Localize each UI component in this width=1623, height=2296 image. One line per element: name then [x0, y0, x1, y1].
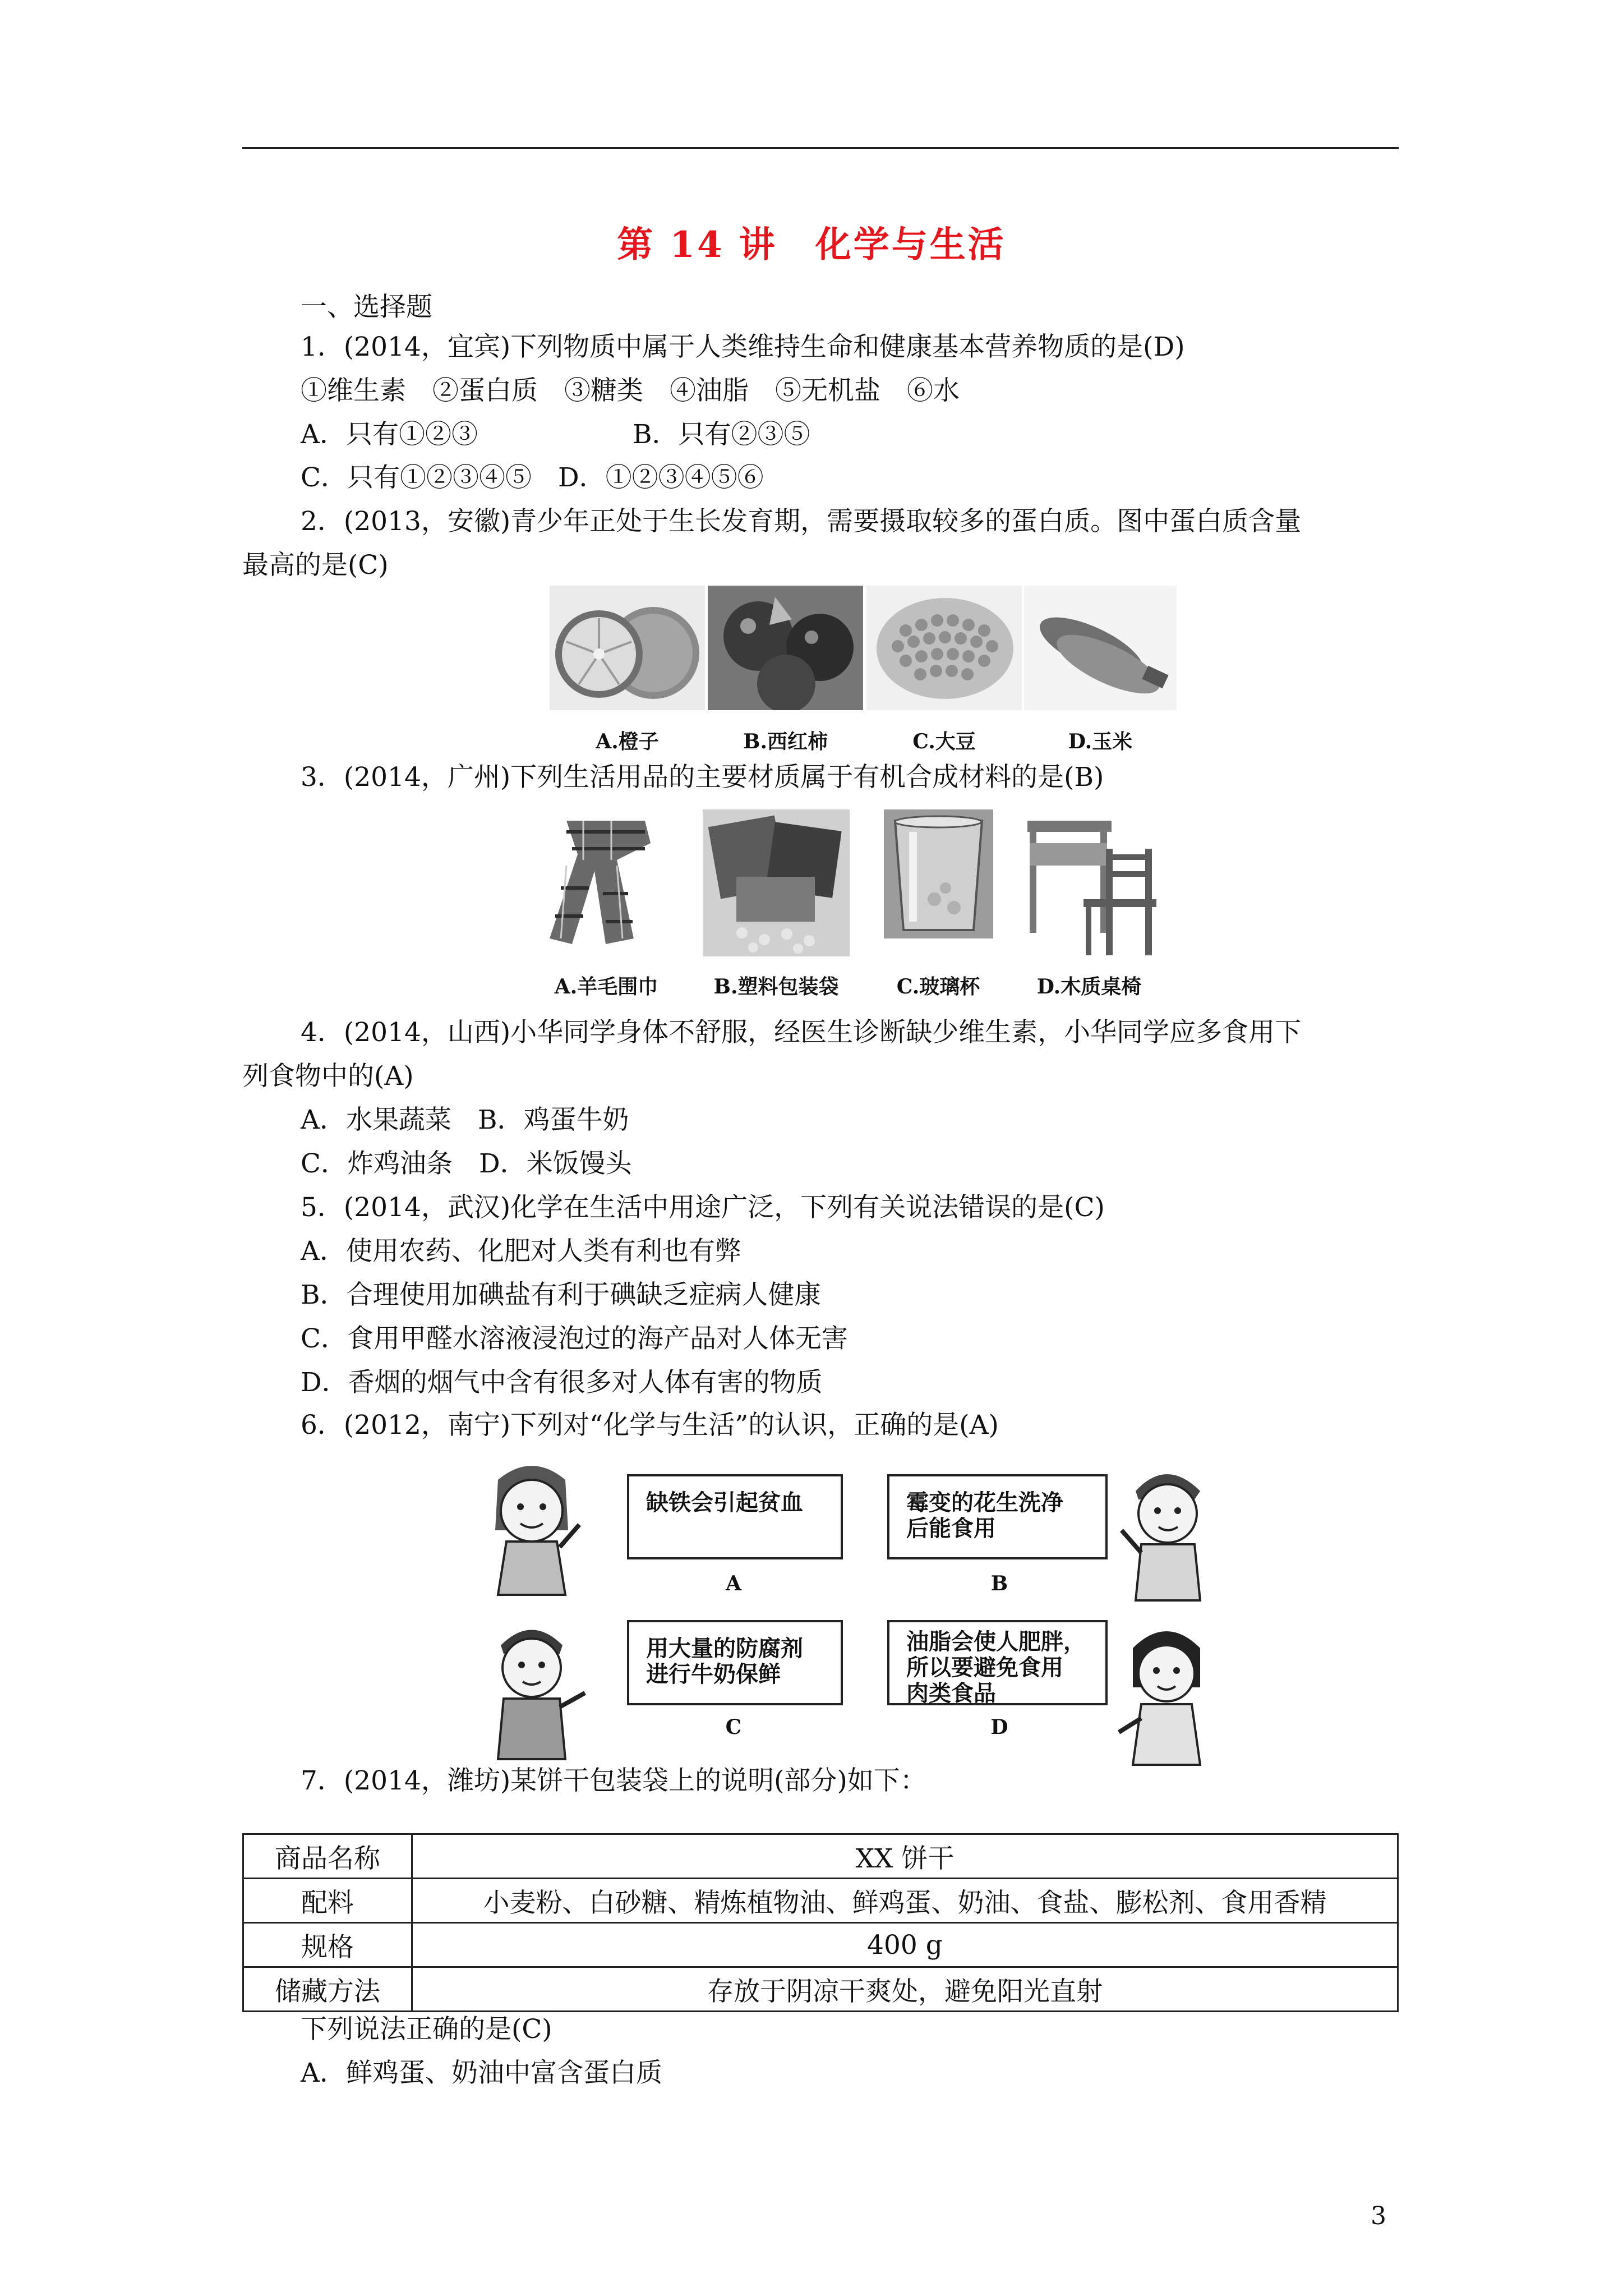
q2-stem-line1: 2．(2013，安徽)青少年正处于生长发育期，需要摄取较多的蛋白质。图中蛋白质含量	[301, 506, 1302, 537]
q6-label-a: A	[726, 1572, 741, 1595]
q4-options-ab: A．水果蔬菜 B．鸡蛋牛奶	[301, 1105, 629, 1135]
q2-caption-a: A.橙子	[596, 730, 659, 753]
table-value: XX 饼干	[412, 1834, 1398, 1879]
q1-stem: 1．(2014，宜宾)下列物质中属于人类维持生命和健康基本营养物质的是(D)	[301, 332, 1185, 362]
q4-stem-line1: 4．(2014，山西)小华同学身体不舒服，经医生诊断缺少维生素，小华同学应多食用下	[301, 1017, 1302, 1048]
plastic-bag-image	[703, 809, 850, 956]
bubble-c	[627, 1620, 843, 1705]
boy-b-illustration	[1116, 1457, 1217, 1603]
q5-option-a: A．使用农药、化肥对人类有利也有弊	[301, 1236, 741, 1267]
page-title: 第 14 讲 化学与生活	[617, 224, 1006, 266]
q6-stem: 6．(2012，南宁)下列对“化学与生活”的认识，正确的是(A)	[301, 1410, 999, 1441]
page-number: 3	[1371, 2202, 1386, 2230]
q7-option-a: A．鲜鸡蛋、奶油中富含蛋白质	[301, 2058, 662, 2088]
q4-options-cd: C．炸鸡油条 D．米饭馒头	[301, 1148, 632, 1179]
q6-label-b: B	[990, 1572, 1008, 1595]
q3-caption-d: D.木质桌椅	[1036, 975, 1142, 999]
q6-label-c: C	[725, 1715, 742, 1739]
q5-option-b: B．合理使用加碘盐有利于碘缺乏症病人健康	[301, 1280, 821, 1310]
table-key: 规格	[243, 1923, 412, 1967]
table-value: 存放于阴凉干爽处，避免阳光直射	[412, 1967, 1398, 2012]
q5-option-d: D．香烟的烟气中含有很多对人体有害的物质	[301, 1367, 823, 1398]
table-row	[243, 1923, 1398, 1967]
bubble-c-line2: 进行牛奶保鲜	[646, 1661, 781, 1687]
q1-option-a: A．只有①②③	[301, 419, 478, 450]
q2-stem-line2: 最高的是(C)	[242, 550, 389, 581]
table-key: 储藏方法	[243, 1967, 412, 2012]
bubble-a-line1: 缺铁会引起贫血	[646, 1489, 803, 1516]
q2-caption-d: D.玉米	[1068, 730, 1133, 753]
orange-image	[550, 586, 705, 710]
table-row	[243, 1834, 1398, 1879]
product-info-table	[242, 1833, 1399, 2012]
q1-option-cd: C．只有①②③④⑤ D．①②③④⑤⑥	[301, 462, 764, 493]
q3-stem: 3．(2014，广州)下列生活用品的主要材质属于有机合成材料的是(B)	[301, 762, 1104, 793]
table-value: 小麦粉、白砂糖、精炼植物油、鲜鸡蛋、奶油、食盐、膨松剂、食用香精	[412, 1879, 1398, 1923]
soybean-image	[866, 586, 1022, 710]
header-rule	[242, 147, 1399, 149]
girl-d-illustration	[1116, 1620, 1217, 1767]
q1-option-b: B．只有②③⑤	[633, 419, 810, 450]
bubble-b-line2: 后能食用	[906, 1515, 996, 1542]
girl-a-illustration	[476, 1457, 588, 1598]
q7-after-table: 下列说法正确的是(C)	[301, 2014, 552, 2045]
table-key: 配料	[243, 1879, 412, 1923]
q3-caption-b: B.塑料包装袋	[713, 975, 839, 999]
bubble-d	[887, 1620, 1108, 1705]
q3-caption-a: A.羊毛围巾	[554, 975, 658, 999]
section-heading: 一、选择题	[301, 292, 432, 323]
corn-image	[1024, 586, 1177, 710]
q1-list: ①维生素 ②蛋白质 ③糖类 ④油脂 ⑤无机盐 ⑥水	[301, 375, 960, 406]
q3-caption-c: C.玻璃杯	[896, 975, 980, 999]
q2-caption-b: B.西红柿	[743, 730, 828, 753]
bubble-d-line2: 所以要避免食用	[906, 1654, 1063, 1681]
q7-stem: 7．(2014，潍坊)某饼干包装袋上的说明(部分)如下：	[301, 1765, 926, 1796]
bubble-b	[887, 1474, 1108, 1559]
wooden-desk-chair-image	[1022, 809, 1156, 958]
bubble-b-line1: 霉变的花生洗净	[906, 1489, 1063, 1516]
boy-c-illustration	[476, 1614, 588, 1761]
table-key: 商品名称	[243, 1834, 412, 1879]
scarf-image	[533, 809, 680, 956]
q2-caption-c: C.大豆	[912, 730, 976, 753]
glass-cup-image	[884, 809, 993, 938]
bubble-c-line1: 用大量的防腐剂	[646, 1635, 803, 1662]
table-value: 400 g	[412, 1923, 1398, 1967]
bubble-d-line1: 油脂会使人肥胖，	[906, 1628, 1086, 1655]
q4-stem-line2: 列食物中的(A)	[242, 1061, 414, 1092]
q6-label-d: D	[990, 1715, 1008, 1739]
q5-option-c: C．食用甲醛水溶液浸泡过的海产品对人体无害	[301, 1323, 848, 1354]
q5-stem: 5．(2014，武汉)化学在生活中用途广泛，下列有关说法错误的是(C)	[301, 1192, 1105, 1223]
table-row	[243, 1879, 1398, 1923]
tomato-image	[708, 586, 863, 710]
table-row	[243, 1967, 1398, 2012]
bubble-d-line3: 肉类食品	[906, 1680, 996, 1706]
bubble-a	[627, 1474, 843, 1559]
